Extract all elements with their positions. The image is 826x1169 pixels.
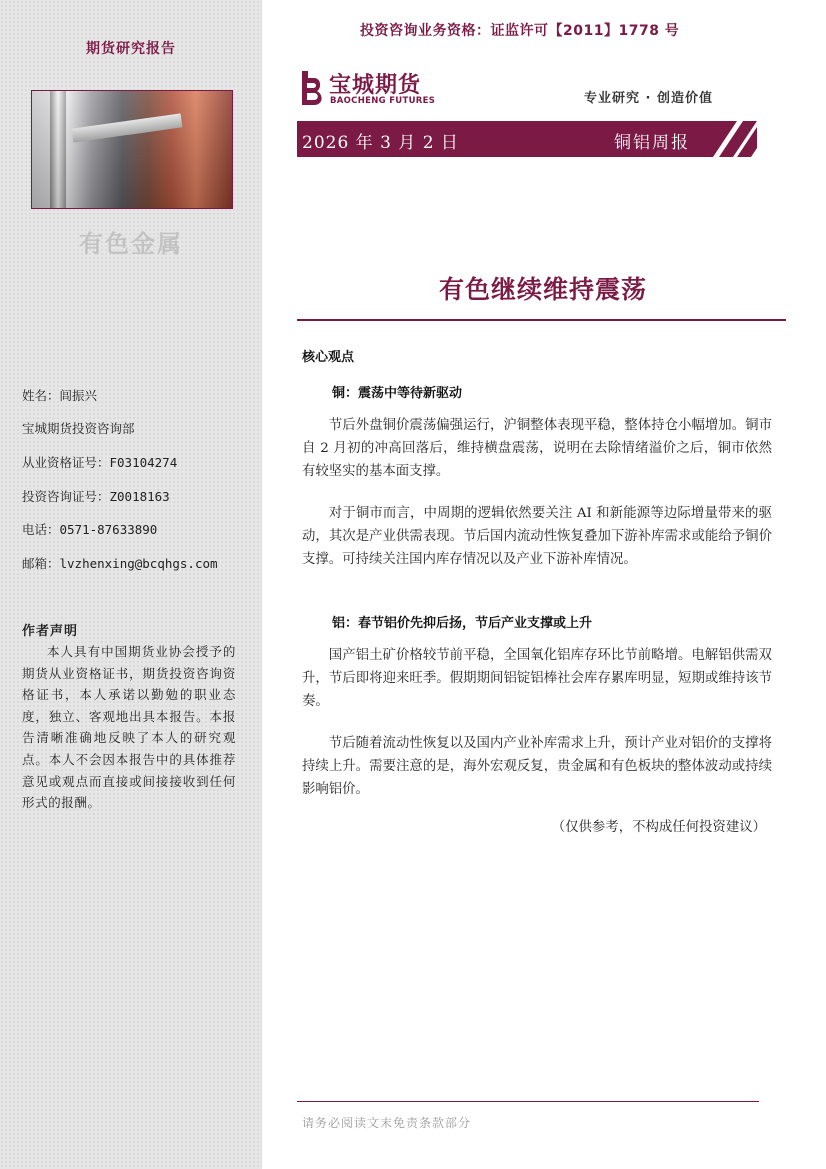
sidebar <box>0 0 262 1169</box>
aluminum-paragraph-1: 国产铝土矿价格较节前平稳，全国氧化铝库存环比节前略增。电解铝供需双升，节后即将迎来旺季。假期期间铝锭铝棒社会库存累库明显，短期或维持该节奏。 <box>302 648 772 710</box>
logo-text-en: BAOCHENG FUTURES <box>330 96 436 106</box>
footer-divider <box>297 1101 759 1102</box>
logo-text-cn: 宝城期货 <box>329 73 422 98</box>
analyst-qual-no: 从业资格证号：F03104274 <box>22 455 178 470</box>
copper-paragraph-2: 对于铜市而言，中周期的逻辑依然要关注 AI 和新能源等边际增量带来的驱动，其次是产业供需表现。节后国内流动性恢复叠加下游补库需求或能给予铜价支撑。可持续关注国内库存情况以及产业下游补库情况。 <box>302 506 772 568</box>
aluminum-paragraph-2: 节后随着流动性恢复以及国内产业补库需求上升，预计产业对铝价的支撑将持续上升。需要注意的是，海外宏观反复，贵金属和有色板块的整体波动或持续影响铝价。 <box>302 736 772 798</box>
analyst-consult-no: 投资咨询证号：Z0018163 <box>22 489 170 504</box>
cover-photo <box>31 90 233 209</box>
sector-label: 有色金属 <box>79 230 183 258</box>
declaration-title: 作者声明 <box>22 624 79 639</box>
copper-heading: 铜：震荡中等待新驱动 <box>332 386 463 401</box>
analyst-phone: 电话：0571-87633890 <box>22 522 158 537</box>
declaration-text: 本人具有中国期货业协会授予的期货从业资格证书，期货投资咨询资格证书，本人承诺以勤勉的职业态度，独立、客观地出具本报告。本报告清晰准确地反映了本人的研究观点。本人不会因本报告中的具体推荐意见或观点而直接或间接接收到任何形式的报酬。 <box>22 644 236 811</box>
sidebar-title: 期货研究报告 <box>86 41 176 57</box>
logo-b-icon <box>296 68 326 108</box>
analyst-dept: 宝城期货投资咨询部 <box>22 421 135 436</box>
analyst-name: 姓名：闾振兴 <box>22 388 98 403</box>
report-date: 2026 年 3 月 2 日 <box>302 133 459 153</box>
copper-paragraph-1: 节后外盘铜价震荡偏强运行，沪铜整体表现平稳，整体持仓小幅增加。铜市自 2 月初的冲高回落后，维持横盘震荡，说明在去除情绪溢价之后，铜市依然有较坚实的基本面支撑。 <box>302 418 772 480</box>
analyst-email: 邮箱：lvzhenxing@bcqhgs.com <box>22 556 218 571</box>
aluminum-heading: 铝：春节铝价先抑后扬，节后产业支撑或上升 <box>332 616 593 631</box>
report-type: 铜铝周报 <box>614 133 690 153</box>
report-title: 有色继续维持震荡 <box>438 275 647 304</box>
company-logo <box>296 68 436 112</box>
qualification-line: 投资咨询业务资格：证监许可【2011】1778 号 <box>360 23 680 39</box>
core-views-heading: 核心观点 <box>302 350 355 365</box>
disclaimer-note: （仅供参考，不构成任何投资建议） <box>551 820 766 835</box>
footer-disclaimer-link: 请务必阅读文末免责条款部分 <box>302 1116 472 1130</box>
title-divider <box>297 319 786 321</box>
slogan: 专业研究 · 创造价值 <box>584 91 713 106</box>
